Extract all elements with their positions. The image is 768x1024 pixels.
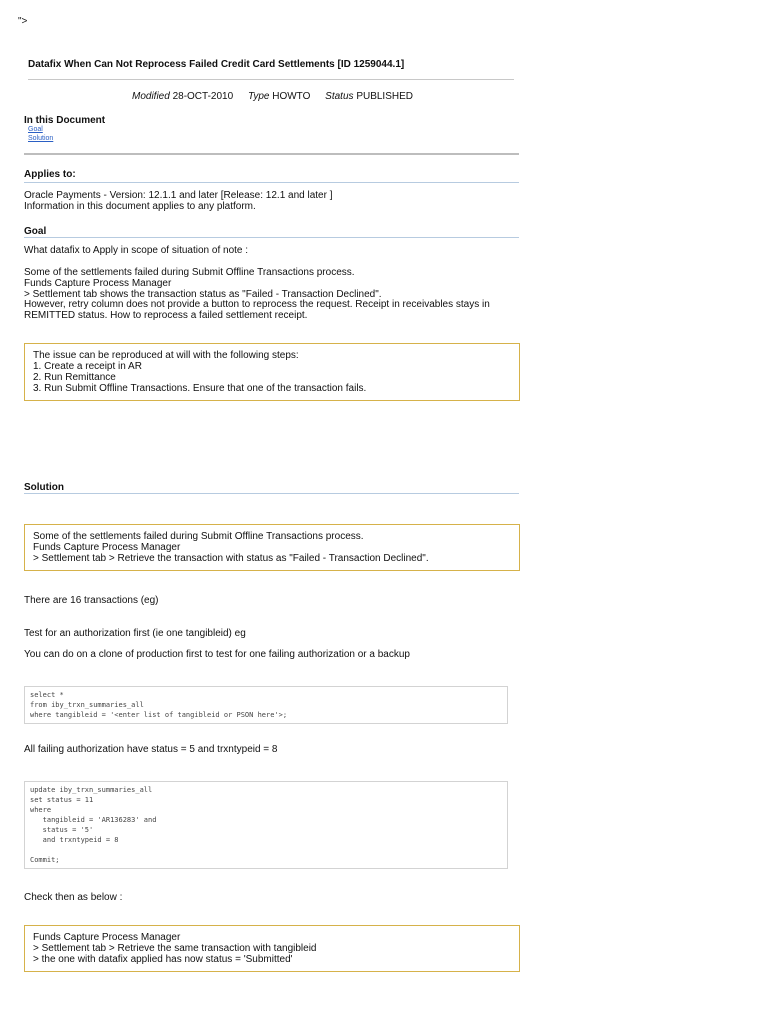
solution-line-1: There are 16 transactions (eg): [24, 595, 159, 606]
goal-box-line-4: 3. Run Submit Offline Transactions. Ensure that one of the transaction fails.: [33, 383, 367, 394]
goal-para-line-4: However, retry column does not provide a button to reprocess the request. Receipt in receivables stays in: [24, 299, 490, 310]
goal-para-line-3: > Settlement tab shows the transaction status as "Failed - Transaction Declined".: [24, 289, 382, 300]
modified-value: 28-OCT-2010: [172, 91, 234, 102]
solution-box1-line-2: Funds Capture Process Manager: [33, 542, 181, 553]
goal-para-line-1: Some of the settlements failed during Submit Offline Transactions process.: [24, 267, 355, 278]
toc-link-goal[interactable]: Goal: [28, 126, 43, 133]
document-title: Datafix When Can Not Reprocess Failed Credit Card Settlements [ID 1259044.1]: [28, 59, 405, 70]
solution-box2-line-3: > the one with datafix applied has now status = 'Submitted': [33, 954, 293, 965]
applies-to-line-1: Oracle Payments - Version: 12.1.1 and later [Release: 12.1 and later ]: [24, 190, 333, 201]
applies-to-heading: Applies to:: [24, 169, 76, 180]
solution-line-3: You can do on a clone of production first to test for one failing authorization or a backup: [24, 649, 410, 660]
toc-link-solution[interactable]: Solution: [28, 135, 54, 142]
document-meta: [0, 91, 545, 102]
solution-line-2: Test for an authorization first (ie one tangibleid) eg: [24, 628, 246, 639]
goal-intro: What datafix to Apply in scope of situation of note :: [24, 245, 249, 256]
status-label: Status: [325, 91, 354, 102]
applies-to-line-2: Information in this document applies to any platform.: [24, 201, 256, 212]
solution-box1-line-3: > Settlement tab > Retrieve the transaction with status as "Failed - Transaction Declined".: [33, 553, 429, 564]
goal-box-line-3: 2. Run Remittance: [33, 372, 116, 383]
goal-box-line-1: The issue can be reproduced at will with the following steps:: [33, 350, 299, 361]
title-divider: [28, 79, 514, 80]
type-label: Type: [247, 91, 270, 102]
solution-heading: Solution: [24, 482, 64, 493]
applies-to-rule: [24, 182, 519, 183]
sql-update-code: update iby_trxn_summaries_all set status = 11 where tangibleid = 'AR136283' and status = '5' and trxntypeid = 8 Commit;: [24, 781, 508, 869]
toc-divider: [24, 153, 519, 155]
stray-text: ">: [18, 16, 28, 27]
goal-rule: [24, 237, 519, 238]
status-value: PUBLISHED: [356, 91, 413, 102]
goal-steps-box: [24, 343, 520, 401]
modified-label: Modified: [131, 91, 170, 102]
sql-select-code: select * from iby_trxn_summaries_all where tangibleid = '<enter list of tangibleid or PSON here'>;: [24, 686, 508, 724]
toc-heading: In this Document: [24, 115, 106, 126]
type-value: HOWTO: [272, 91, 311, 102]
solution-line-4: All failing authorization have status = 5 and trxntypeid = 8: [24, 744, 278, 755]
solution-rule: [24, 493, 519, 494]
goal-heading: Goal: [24, 226, 47, 237]
goal-para-line-5: REMITTED status. How to reprocess a failed settlement receipt.: [24, 310, 308, 321]
solution-box2-line-1: Funds Capture Process Manager: [33, 932, 181, 943]
goal-box-line-2: 1. Create a receipt in AR: [33, 361, 142, 372]
solution-box-2: [24, 925, 520, 972]
solution-box1-line-1: Some of the settlements failed during Submit Offline Transactions process.: [33, 531, 364, 542]
solution-box2-line-2: > Settlement tab > Retrieve the same transaction with tangibleid: [33, 943, 317, 954]
goal-para-line-2: Funds Capture Process Manager: [24, 278, 172, 289]
solution-box-1: [24, 524, 520, 571]
solution-line-5: Check then as below :: [24, 892, 123, 903]
